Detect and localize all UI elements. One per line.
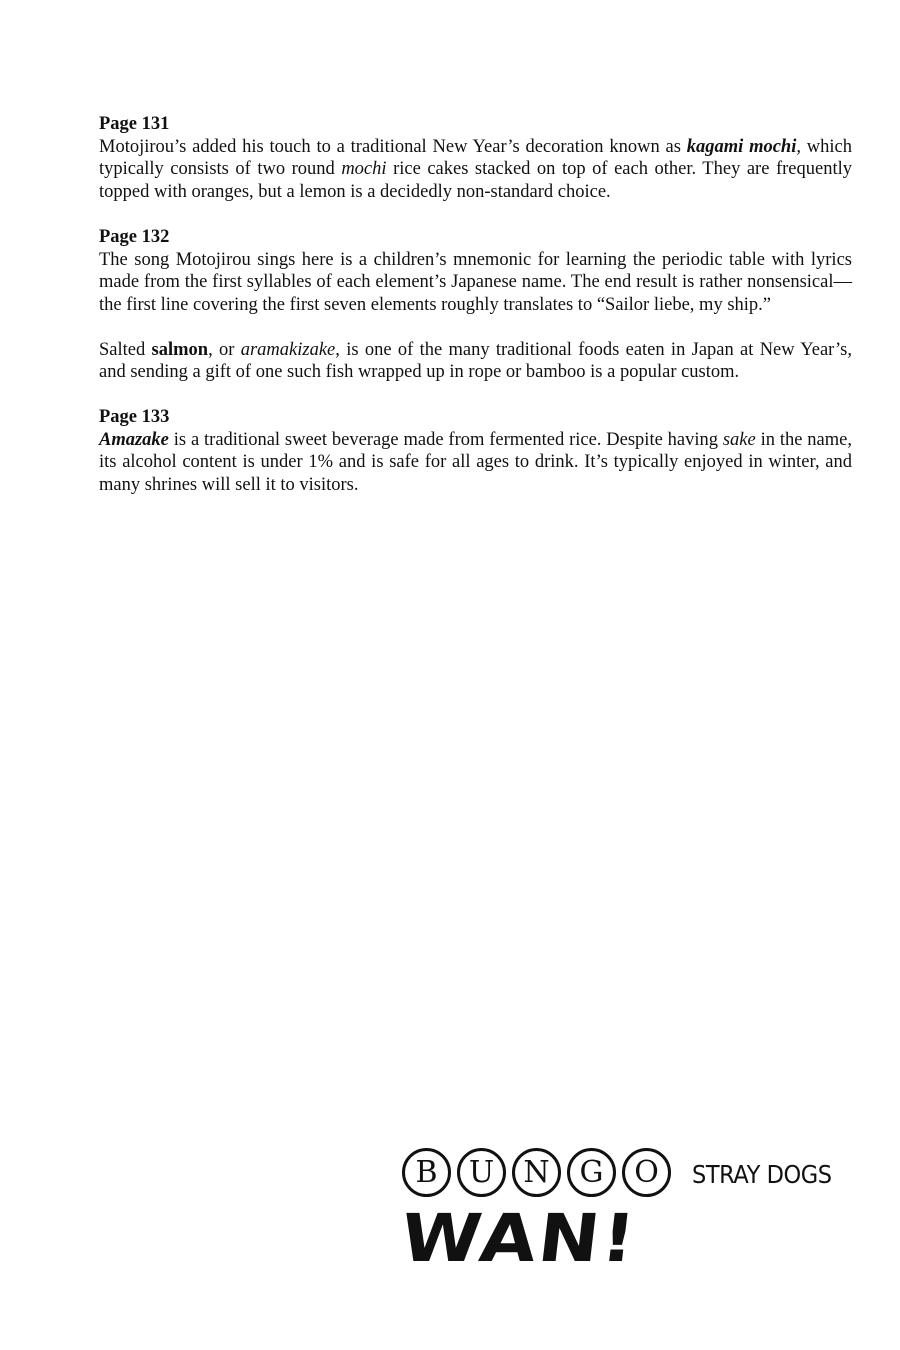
bungo-stray-dogs-wan-logo (396, 1148, 862, 1288)
text-run: , or (208, 339, 241, 360)
logo-subtitle: STRAY DOGS (692, 1160, 832, 1189)
logo-letter-circle: U (457, 1148, 506, 1197)
text-run: in the name, its alcohol content is under 1% and is safe for all ages to drink. It’s typically enjoyed in winter, and many shrines will sell it to visitors. (99, 429, 852, 496)
term-kagami-mochi: kagami mochi (686, 136, 797, 157)
text-run: , which typically consists of two round (99, 136, 853, 180)
logo-letter-circle: O (622, 1148, 671, 1197)
paragraph (99, 339, 852, 384)
paragraph (99, 136, 852, 204)
section-heading: Page 132 (99, 226, 170, 247)
text-run: Salted (99, 339, 152, 360)
term-amazake: Amazake (99, 429, 169, 450)
logo-circle-letters (402, 1148, 677, 1197)
logo-wan: WAN! (396, 1200, 642, 1277)
logo-letter-circle: B (402, 1148, 451, 1197)
section-page-132 (99, 226, 852, 384)
logo-letter-circle: N (512, 1148, 561, 1197)
section-heading: Page 131 (99, 114, 170, 134)
paragraph (99, 429, 852, 497)
paragraph (99, 249, 852, 317)
text-run: Motojirou’s added his touch to a traditional New Year’s decoration known as (99, 136, 687, 157)
text-run: The song Motojirou sings here is a children’s mnemonic for learning the periodic table with lyrics made from the first syllables of each element’s Japanese name. The end result is rather nonsensical—the first line covering the first seven elements roughly translates to “Sailor liebe, my ship.” (99, 249, 852, 315)
term-sake: sake (722, 429, 756, 450)
section-heading: Page 133 (99, 407, 170, 428)
notes-content (99, 113, 852, 519)
term-aramakizake: aramakizake (240, 339, 336, 360)
text-run: is a traditional sweet beverage made from fermented rice. Despite having (168, 429, 723, 450)
section-page-131 (99, 113, 852, 204)
logo-letter-circle: G (567, 1148, 616, 1197)
text-run: rice cakes stacked on top of each other. They are frequently topped with oranges, but a lemon is a decidedly non-standard choice. (99, 159, 852, 203)
text-run: , is one of the many traditional foods eaten in Japan at New Year’s, and sending a gift of one such fish wrapped up in rope or bamboo is a popular custom. (99, 339, 852, 383)
term-salmon: salmon (151, 339, 209, 360)
section-page-133 (99, 406, 852, 497)
term-mochi: mochi (341, 159, 387, 180)
